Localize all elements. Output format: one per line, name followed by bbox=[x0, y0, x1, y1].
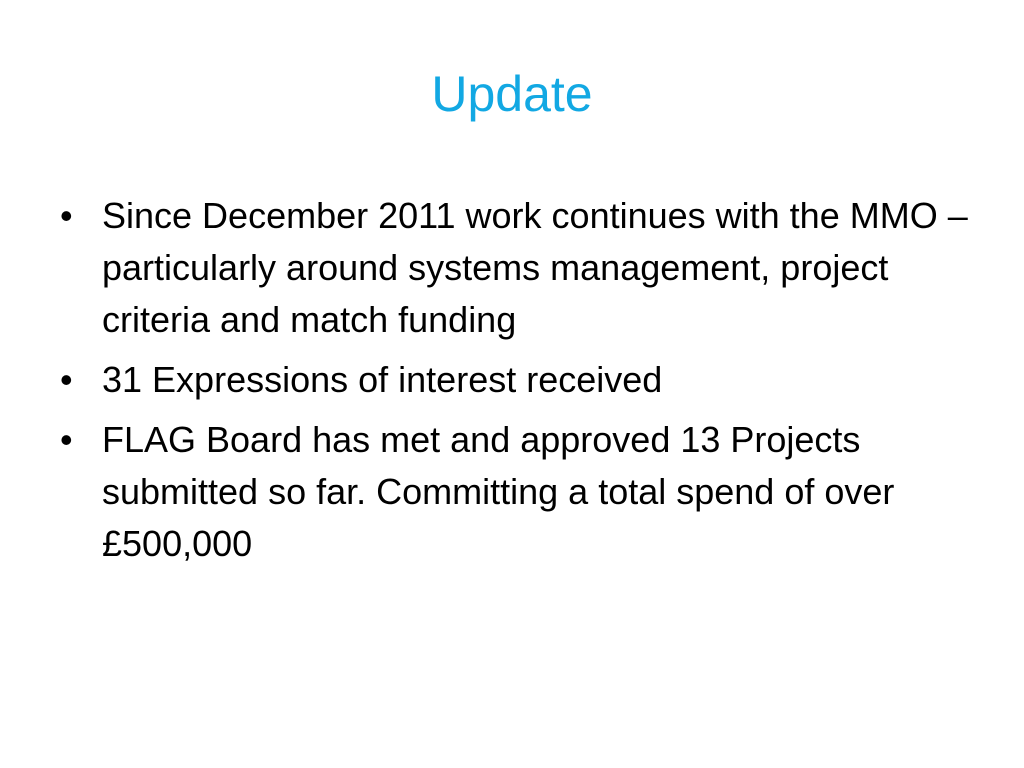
bullet-item bbox=[56, 414, 976, 570]
bullet-item bbox=[56, 190, 976, 346]
bullet-text: Since December 2011 work continues with the MMO – particularly around systems management, project criteria and match funding bbox=[102, 195, 968, 340]
slide-title: Update bbox=[431, 66, 593, 122]
bullet-icon: • bbox=[60, 195, 73, 236]
bullet-item bbox=[56, 354, 976, 406]
bullet-icon: • bbox=[60, 419, 73, 460]
bullet-list bbox=[56, 190, 976, 578]
bullet-text: FLAG Board has met and approved 13 Projects submitted so far. Committing a total spend of over £500,000 bbox=[102, 419, 895, 564]
bullet-icon: • bbox=[60, 359, 73, 400]
bullet-text: 31 Expressions of interest received bbox=[102, 359, 663, 400]
